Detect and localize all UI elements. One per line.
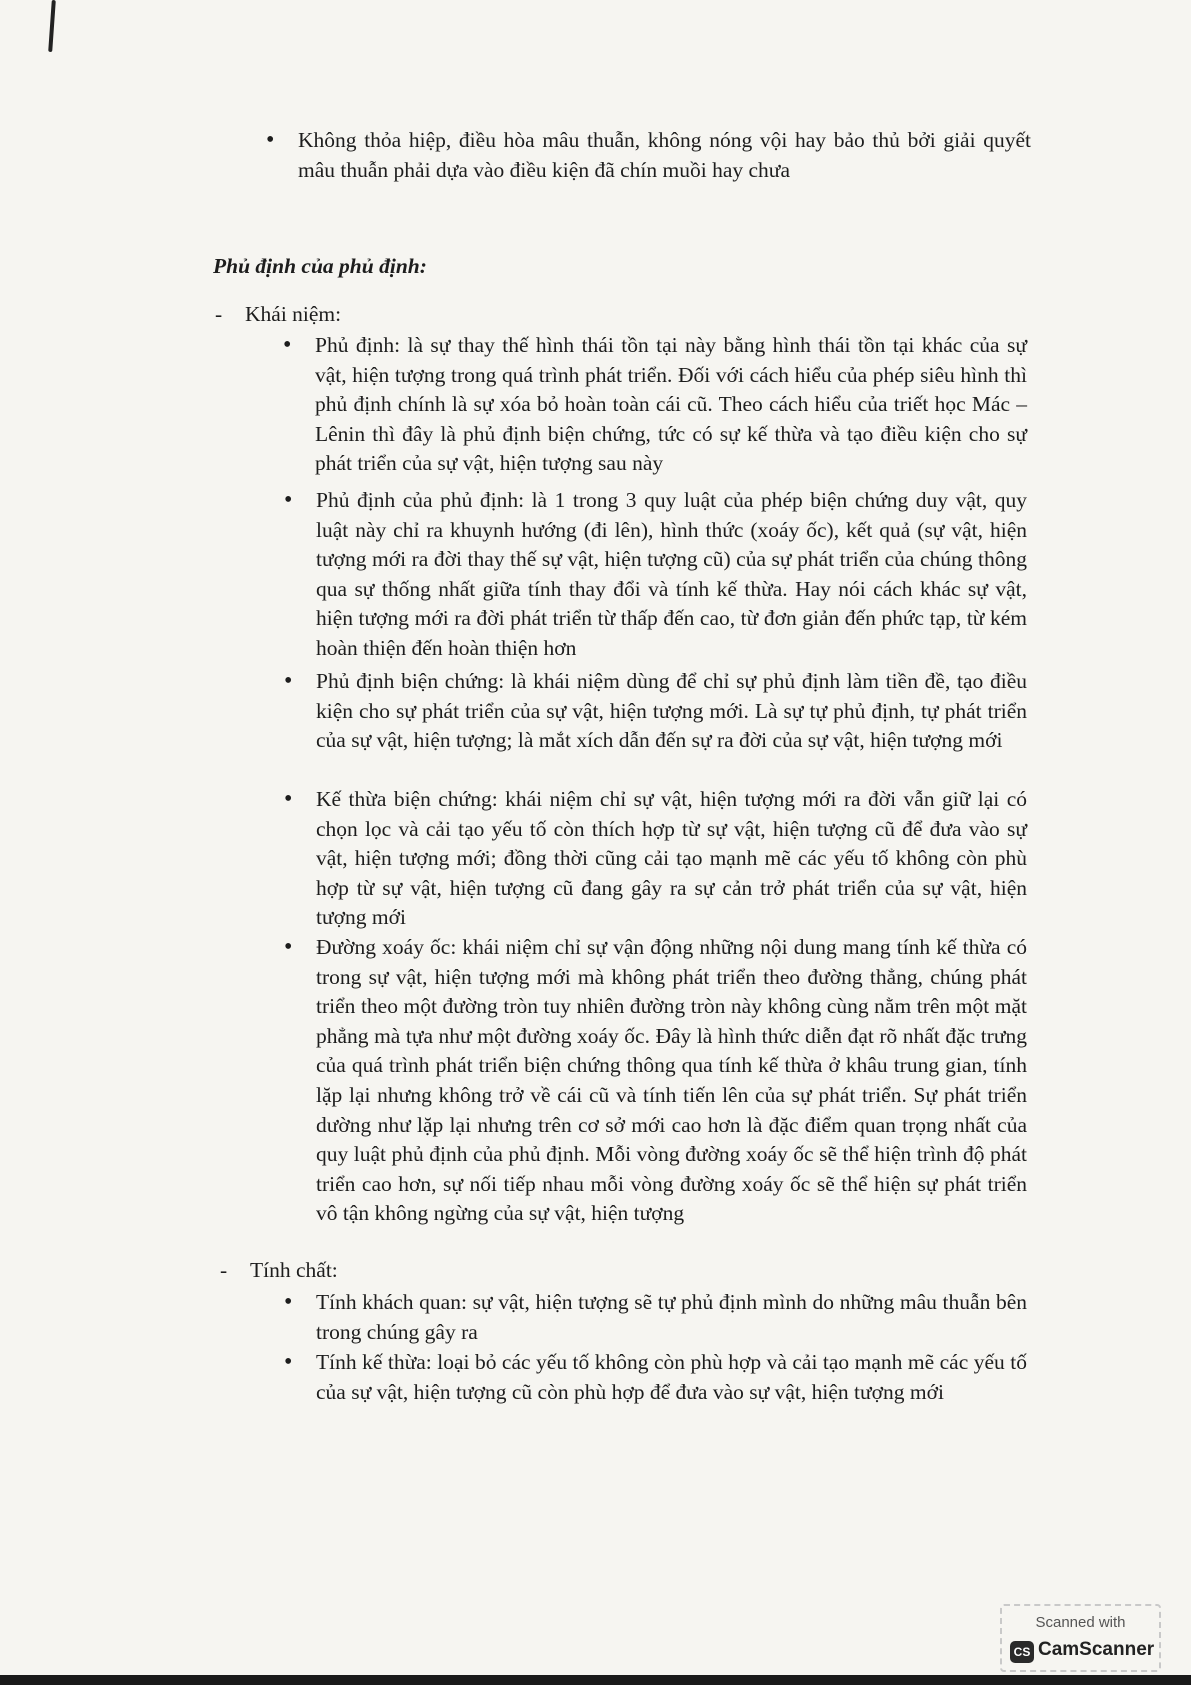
list-item: • Tính kế thừa: loại bỏ các yếu tố không còn phù hợp và cải tạo mạnh mẽ các yếu tố của sự vật, hiện tượng cũ còn phù hợp để đưa vào sự vật, hiện tượng mới — [316, 1348, 1027, 1407]
camscanner-logo-icon: CS — [1010, 1641, 1034, 1663]
scan-bottom-edge — [0, 1675, 1191, 1685]
list-item: • Phủ định: là sự thay thế hình thái tồn tại này bằng hình thái tồn tại khác của sự vật, hiện tượng trong quá trình phát triển. Đối với cách hiểu của phép siêu hình thì phủ định chính là sự xóa bỏ hoàn toàn cái cũ. Theo cách hiểu của triết học Mác – Lênin thì đây là phủ định biện chứng, tức có sự kế thừa và tạo điều kiện cho sự phát triển của sự vật, hiện tượng sau này — [315, 331, 1027, 479]
scan-edge-mark — [48, 0, 56, 52]
list-item: • Đường xoáy ốc: khái niệm chỉ sự vận động những nội dung mang tính kế thừa có trong sự vật, hiện tượng mới mà không phát triển theo đường thẳng, chúng phát triển theo một đường tròn tuy nhiên đường tròn này không cùng nằm trên một mặt phẳng mà tựa như một đường xoáy ốc. Đây là hình thức diễn đạt rõ nhất đặc trưng của quá trình phát triển biện chứng thông qua tính kế thừa ở khâu trung gian, tính lặp lại nhưng không trở về cái cũ và tính tiến lên của sự phát triển. Sự phát triển dường như lặp lại nhưng trên cơ sở mới cao hơn là đặc điểm quan trọng nhất của quy luật phủ định của phủ định. Mỗi vòng đường xoáy ốc sẽ thể hiện trình độ phát triển cao hơn, sự nối tiếp nhau mỗi vòng đường xoáy ốc sẽ thể hiện sự phát triển vô tận không ngừng của sự vật, hiện tượng — [316, 933, 1027, 1229]
list-item: • Phủ định biện chứng: là khái niệm dùng để chỉ sự phủ định làm tiền đề, tạo điều kiện cho sự phát triển của sự vật, hiện tượng mới. Là sự tự phủ định, tự phát triển của sự vật, hiện tượng; là mắt xích dẫn đến sự ra đời của sự vật, hiện tượng mới — [316, 667, 1027, 756]
list-item: • Phủ định của phủ định: là 1 trong 3 quy luật của phép biện chứng duy vật, quy luật này chỉ ra khuynh hướng (đi lên), hình thức (xoáy ốc), kết quả (sự vật, hiện tượng mới ra đời thay thế sự vật, hiện tượng cũ) của sự phát triển của chúng thông qua sự thống nhất giữa tính thay đổi và tính kế thừa. Hay nói cách khác sự vật, hiện tượng mới ra đời phát triển từ thấp đến cao, từ đơn giản đến phức tạp, từ kém hoàn thiện đến hoàn thiện hơn — [316, 486, 1027, 664]
dash-marker: - — [215, 302, 223, 326]
list-item: • Kế thừa biện chứng: khái niệm chỉ sự vật, hiện tượng mới ra đời vẫn giữ lại có chọn lọc và cải tạo yếu tố còn thích hợp từ sự vật, hiện tượng cũ để đưa vào sự vật, hiện tượng mới; đồng thời cũng cải tạo mạnh mẽ các yếu tố không còn phù hợp từ sự vật, hiện tượng cũ đang gây ra sự cản trở phát triển của sự vật, hiện tượng mới — [316, 785, 1027, 933]
dash-marker: - — [220, 1258, 228, 1282]
scanner-watermark — [1000, 1604, 1161, 1672]
properties-heading — [220, 1256, 338, 1286]
list-item: • Tính khách quan: sự vật, hiện tượng sẽ tự phủ định mình do những mâu thuẫn bên trong chúng gây ra — [316, 1288, 1027, 1347]
section-title: Phủ định của phủ định: — [213, 254, 427, 278]
list-item: • Không thỏa hiệp, điều hòa mâu thuẫn, không nóng vội hay bảo thủ bởi giải quyết mâu thuẫn phải dựa vào điều kiện đã chín muồi hay chưa — [298, 126, 1031, 185]
scanner-caption: Scanned with — [1035, 1614, 1126, 1631]
concepts-label: Khái niệm: — [245, 302, 342, 326]
properties-label: Tính chất: — [250, 1258, 338, 1282]
scanner-brand-name: CamScanner — [1038, 1639, 1155, 1660]
concepts-heading — [215, 300, 342, 330]
